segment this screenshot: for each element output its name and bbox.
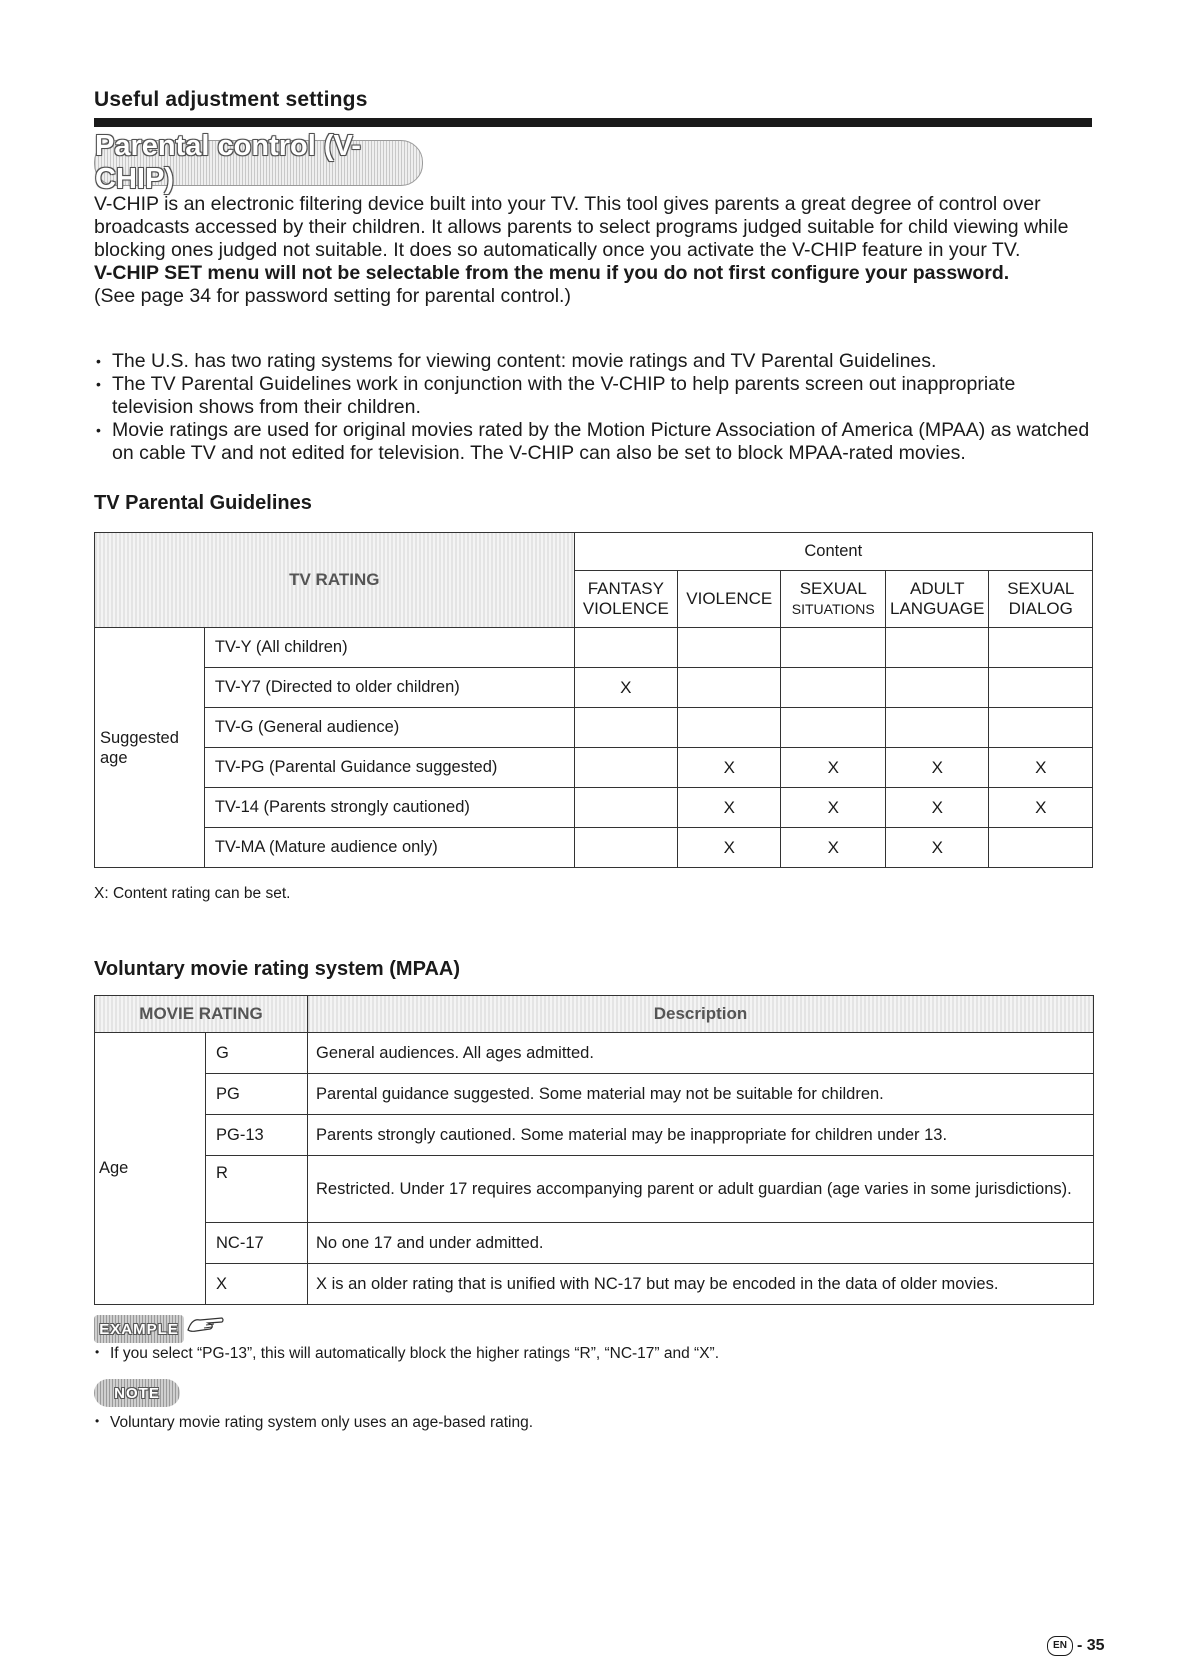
mark-cell <box>678 708 781 748</box>
mark-cell <box>886 708 989 748</box>
rating-cell: TV-PG (Parental Guidance suggested) <box>204 748 574 788</box>
table-row <box>95 1115 1094 1156</box>
mark-cell: X <box>678 748 781 788</box>
rating-description: Parental guidance suggested. Some material may not be suitable for children. <box>308 1074 1094 1115</box>
mark-cell: X <box>678 828 781 868</box>
category-sexual-dialog: SEXUAL DIALOG <box>989 571 1093 628</box>
rating-cell: TV-Y (All children) <box>204 628 574 668</box>
mark-cell: X <box>781 828 886 868</box>
tv-rating-header: TV RATING <box>95 533 575 628</box>
mark-cell: X <box>989 748 1093 788</box>
table-row <box>95 668 1093 708</box>
category-fantasy-violence: FANTASY VIOLENCE <box>574 571 677 628</box>
mark-cell <box>781 628 886 668</box>
mark-cell: X <box>678 788 781 828</box>
description-header: Description <box>308 996 1094 1033</box>
mark-cell <box>574 788 677 828</box>
rating-cell: TV-G (General audience) <box>204 708 574 748</box>
pointing-hand-icon <box>186 1312 226 1334</box>
category-adult-language: ADULT LANGUAGE <box>886 571 989 628</box>
mark-cell <box>886 668 989 708</box>
mark-cell <box>886 628 989 668</box>
page-number-text: - 35 <box>1077 1637 1105 1654</box>
rating-code: NC-17 <box>206 1223 308 1264</box>
mark-cell: X <box>781 788 886 828</box>
see-page-note: (See page 34 for password setting for parental control.) <box>94 285 571 307</box>
page-title-badge <box>94 130 423 195</box>
tv-rating-table <box>94 532 1093 868</box>
category-violence: VIOLENCE <box>678 571 781 628</box>
list-item: • The TV Parental Guidelines work in conjunction with the V-CHIP to help parents screen out inappropriate television shows from their children. <box>94 373 1094 419</box>
example-text: • If you select “PG-13”, this will automatically block the higher ratings “R”, “NC-17” and “X”. <box>94 1345 719 1363</box>
rating-code: PG <box>206 1074 308 1115</box>
mark-cell <box>781 708 886 748</box>
password-warning: V-CHIP SET menu will not be selectable from the menu if you do not first configure your password. <box>94 262 1010 284</box>
list-item: • Movie ratings are used for original movies rated by the Motion Picture Association of America (MPAA) as watched on cable TV and not edited for television. The V-CHIP can also be set to block MPAA-rated movies. <box>94 419 1094 465</box>
rating-code: PG-13 <box>206 1115 308 1156</box>
rating-info-list <box>94 350 1094 465</box>
table-row <box>95 628 1093 668</box>
table-row <box>95 788 1093 828</box>
intro-paragraph: V-CHIP is an electronic filtering device built into your TV. This tool gives parents a great degree of control over broadcasts accessed by their children. It allows parents to select programs judged suitable for child viewing while blocking ones judged not suitable. It does so automatically once you activate the V-CHIP feature in your TV. <box>94 193 1069 261</box>
example-label: EXAMPLE <box>99 1320 179 1338</box>
content-header: Content <box>574 533 1092 571</box>
mark-cell: X <box>886 748 989 788</box>
language-badge: EN <box>1047 1636 1073 1656</box>
header-rule <box>94 118 1092 127</box>
movie-rating-header: MOVIE RATING <box>95 996 308 1033</box>
mark-cell: X <box>574 668 677 708</box>
page-number <box>1047 1636 1105 1656</box>
mark-cell: X <box>781 748 886 788</box>
mark-cell <box>781 668 886 708</box>
mark-cell <box>989 708 1093 748</box>
rating-code: X <box>206 1264 308 1305</box>
mark-cell: X <box>989 788 1093 828</box>
rating-description: General audiences. All ages admitted. <box>308 1033 1094 1074</box>
rating-cell: TV-MA (Mature audience only) <box>204 828 574 868</box>
rating-description: Restricted. Under 17 requires accompanying parent or adult guardian (age varies in some jurisdictions). <box>308 1156 1094 1223</box>
mark-cell <box>678 668 781 708</box>
rating-description: X is an older rating that is unified with NC-17 but may be encoded in the data of older movies. <box>308 1264 1094 1305</box>
table-row <box>95 1156 1094 1223</box>
table-footnote: X: Content rating can be set. <box>94 885 291 902</box>
table-row <box>95 1074 1094 1115</box>
note-badge <box>94 1379 180 1407</box>
mpaa-rating-table <box>94 995 1094 1305</box>
tv-guidelines-heading: TV Parental Guidelines <box>94 492 312 514</box>
mark-cell <box>989 668 1093 708</box>
mark-cell: X <box>886 828 989 868</box>
mark-cell <box>574 628 677 668</box>
note-text: • Voluntary movie rating system only uses an age-based rating. <box>94 1414 533 1432</box>
age-group-label: Age <box>95 1033 206 1305</box>
rating-cell: TV-14 (Parents strongly cautioned) <box>204 788 574 828</box>
table-row <box>95 748 1093 788</box>
table-row <box>95 1223 1094 1264</box>
note-label: NOTE <box>114 1384 160 1402</box>
section-header: Useful adjustment settings <box>94 88 368 111</box>
page-title: Parental control (V-CHIP) <box>95 130 361 195</box>
intro-block <box>94 193 1094 308</box>
table-row <box>95 1264 1094 1305</box>
mark-cell: X <box>886 788 989 828</box>
rating-code: R <box>206 1156 308 1223</box>
category-sexual-situations: SEXUAL SITUATIONS <box>781 571 886 628</box>
table-row <box>95 828 1093 868</box>
mark-cell <box>574 708 677 748</box>
rating-cell: TV-Y7 (Directed to older children) <box>204 668 574 708</box>
rating-code: G <box>206 1033 308 1074</box>
list-item: • The U.S. has two rating systems for viewing content: movie ratings and TV Parental Guidelines. <box>94 350 1094 373</box>
table-row <box>95 1033 1094 1074</box>
rating-description: Parents strongly cautioned. Some material may be inappropriate for children under 13. <box>308 1115 1094 1156</box>
mark-cell <box>678 628 781 668</box>
mark-cell <box>574 828 677 868</box>
rating-description: No one 17 and under admitted. <box>308 1223 1094 1264</box>
mark-cell <box>989 628 1093 668</box>
mpaa-heading: Voluntary movie rating system (MPAA) <box>94 958 460 980</box>
mark-cell <box>574 748 677 788</box>
mark-cell <box>989 828 1093 868</box>
example-badge <box>94 1315 184 1343</box>
age-group-label: Suggested age <box>95 628 205 868</box>
table-row <box>95 708 1093 748</box>
